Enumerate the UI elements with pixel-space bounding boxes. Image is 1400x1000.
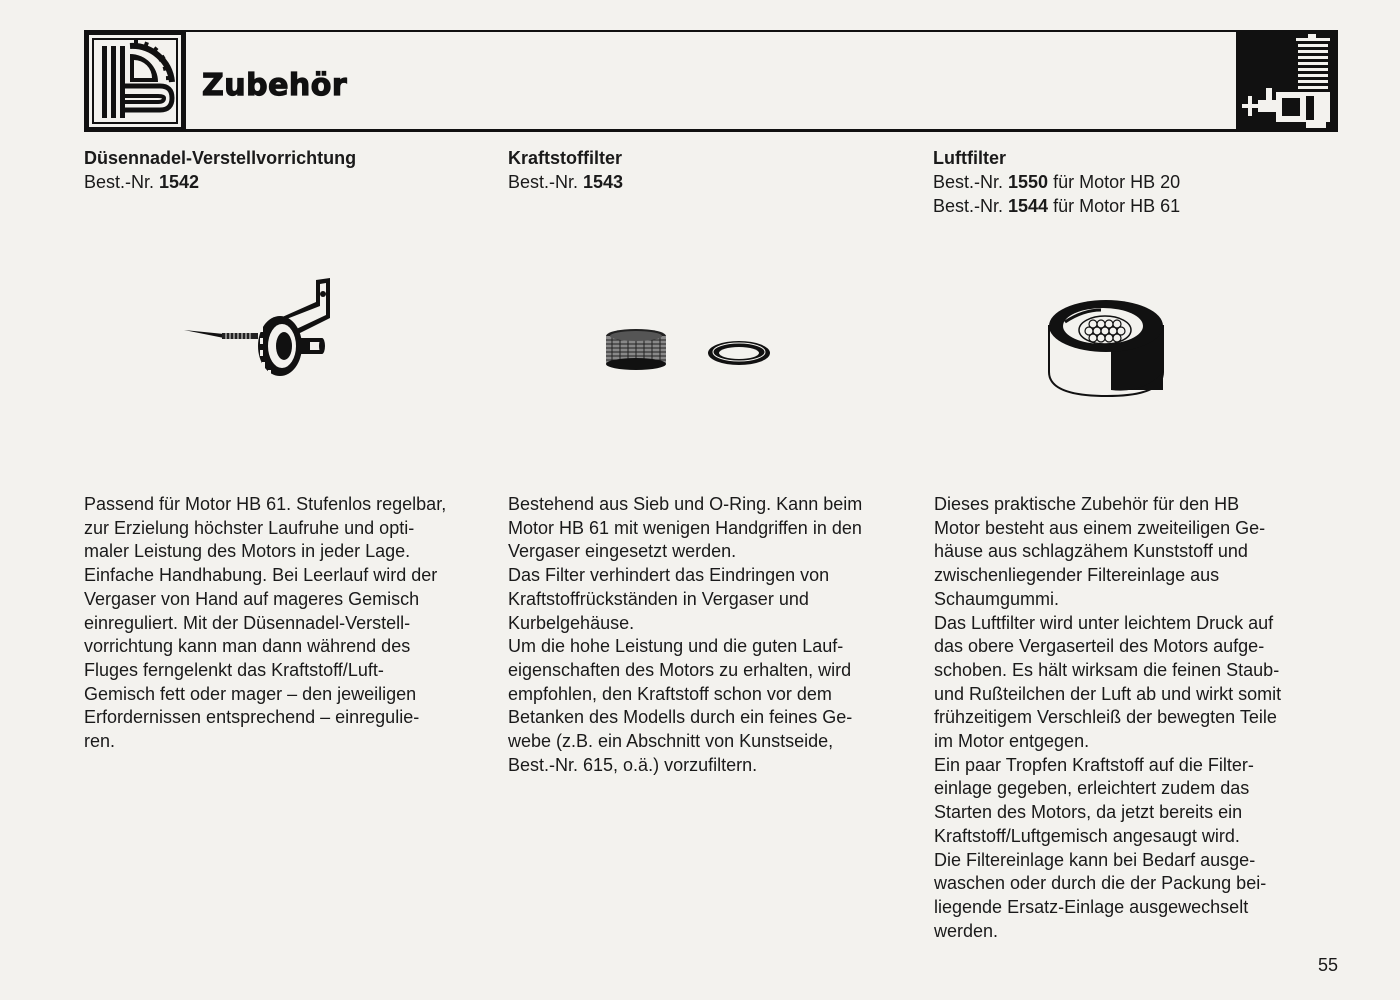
order-number-line: Best.-Nr. 1544 für Motor HB 61 [933, 196, 1181, 216]
product-name: Luftfilter [933, 148, 1006, 168]
order-number: 1542 [159, 172, 200, 192]
section-header [84, 30, 1338, 132]
product-name: Kraftstoffilter [508, 148, 623, 168]
header-top-rule [84, 30, 1338, 32]
product-description-3: Dieses praktische Zubehör für den HB Motor besteht aus einem zweiteiligen Ge- häuse aus schlagzähem Kunststoff und zwischenliegender Filtereinlage aus Schaumgummi. Das Luftfilter wird unter leichtem Druck auf das obere Vergaserteil des Motors aufge- schoben. Es hält wirksam die feinen Staub- und Rußteilchen der Luft ab und wirkt somit frühzeitigem Verschleiß der bewegten Teile im Motor entgegen. Ein paar Tropfen Kraftstoff auf die Filter- einlage gegeben, erleichtert zudem das Starten des Motors, da jetzt bereits ein Kraftstoff/Luftgemisch angesaugt wird. Die Filtereinlage kann bei Bedarf ausge- waschen oder durch die der Packung bei- liegende Ersatz-Einlage ausgewechselt werden. [934, 494, 1282, 941]
product-description-2: Bestehend aus Sieb und O-Ring. Kann beim Motor HB 61 mit wenigen Handgriffen in den Vergaser eingesetzt werden. Das Filter verhindert das Eindringen von Kraftstoffrückständen in Vergaser und Kurbelgehäuse. Um die hohe Leistung und die guten Lauf- eigenschaften des Motors zu erhalten, wird empfohlen, den Kraftstoff schon vor dem Betanken des Modells durch ein feines Ge- webe (z.B. ein Abschnitt von Kunstseide, Best.-Nr. 615, o.ä.) vorzufiltern. [508, 494, 863, 775]
header-bottom-rule [84, 129, 1338, 132]
page-number: 55 [1317, 955, 1338, 975]
product-heading-1 [84, 146, 494, 194]
product-heading-3 [933, 146, 1333, 218]
order-number: 1544 [1008, 196, 1049, 216]
order-number-line: Best.-Nr. 1550 für Motor HB 20 [933, 172, 1181, 192]
hb-logo [84, 30, 186, 132]
order-number: 1550 [1008, 172, 1049, 192]
product-description-1: Passend für Motor HB 61. Stufenlos regelbar, zur Erzielung höchster Laufruhe und opti- maler Leistung des Motors in jeder Lage. Einfache Handhabung. Bei Leerlauf wird der Vergaser von Hand auf mageres Gemisch einreguliert. Mit der Düsennadel-Verstell- vorrichtung kann man dann während des Fluges ferngelenkt das Kraftstoff/Luft- Gemisch fett oder mager – den jeweiligen Erfordernissen entsprechend – einregulie- ren. [84, 494, 447, 752]
fuel-filter-illustration [508, 260, 918, 420]
product-name: Düsennadel-Verstellvorrichtung [84, 148, 357, 168]
order-number-line: Best.-Nr. 1542 [84, 172, 200, 192]
order-number-line: Best.-Nr. 1543 [508, 172, 624, 192]
engine-icon [1236, 30, 1338, 132]
product-heading-2 [508, 146, 918, 194]
air-filter-illustration [933, 260, 1343, 420]
page-title: Zubehör [202, 68, 348, 103]
order-number: 1543 [583, 172, 624, 192]
needle-valve-adjuster-illustration [84, 260, 494, 420]
